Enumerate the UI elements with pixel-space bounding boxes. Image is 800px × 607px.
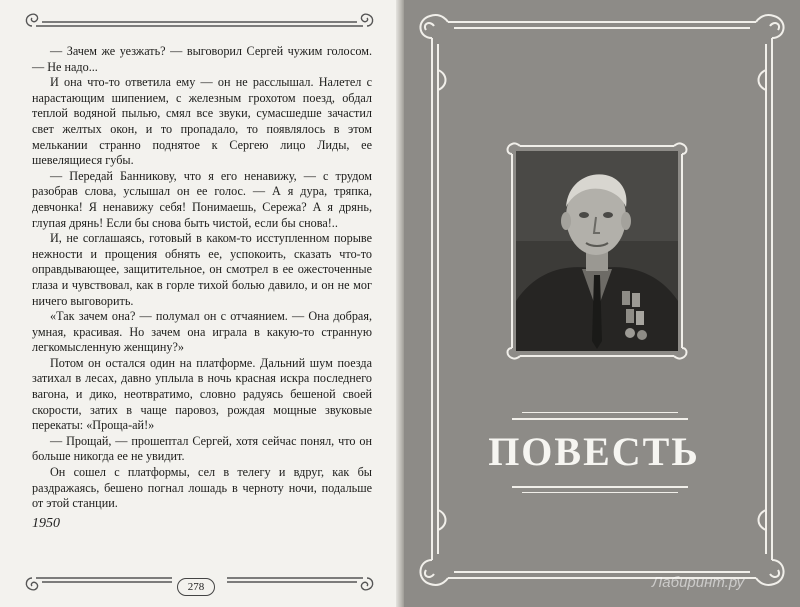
paragraph: Потом он остался один на платформе. Дальний шум поезда затихал в лесах, давно уплыла в ночь красная искра последнего вагона, и дико, неотвратимо, словно радуясь бешеной своей скорости, затих в чаще паровоз, рождая мощные звуковые перекаты: «Проща-ай!» — [32, 355, 372, 433]
title-rule-top-2 — [522, 412, 678, 413]
year-date: 1950 — [32, 516, 60, 531]
portrait-frame — [506, 140, 688, 362]
title-rule-bottom — [512, 486, 688, 488]
paragraph: «Так зачем она? — полумал он с отчаянием. — Она добрая, умная, красивая. Но зачем она играла в какую-то странную легкомысленную женщину?» — [32, 309, 372, 355]
page-number: 278 — [177, 578, 215, 596]
paragraph: И она что-то ответила ему — он не расслышал. Налетел с нарастающим шипением, с железным грохотом поезд, обдал теплой водяной пылью, смял все звуки, сумасшедше зачастил свет желтых окон, и то пропадало, то появлялось в этом мелькании странно поднятое к Сергею лицо Лиды, ее шевелящиеся губы. — [32, 75, 372, 168]
paragraph: — Прощай, — прошептал Сергей, хотя сейчас понял, что он больше никогда ее не увидит. — [32, 433, 372, 464]
story-text — [32, 44, 372, 512]
top-ornament — [22, 8, 377, 34]
paragraph: — Зачем же уезжать? — выговорил Сергей чужим голосом. — Не надо... — [32, 44, 372, 74]
paragraph: И, не соглашаясь, готовый в каком-то исступленном порыве нежности и прощения обнять ее, успокоить, сказать что-то оправдывающее, защитительное, он смотрел в ее ожесточенные глаза и чувствовал, как в горле тихой болью давило, и он не мог ничего выговорить. — [32, 231, 372, 308]
man-portrait-icon — [516, 151, 678, 351]
portrait-photo — [516, 151, 678, 351]
title-rule-top — [512, 418, 688, 420]
section-title: ПОВЕСТЬ — [488, 429, 700, 474]
paragraph: — Передай Банникову, что я его ненавижу, — с трудом разобрав слова, услышал он ее голос. — А я дура, тряпка, девчонка! Я ненавижу себя! Понимаешь, Сережа? А я дрянь, глупая дрянь! Если бы снова быть чистой, если бы снова!.. — [32, 168, 372, 230]
title-rule-bottom-2 — [522, 492, 678, 493]
watermark-logo: Лабиринт.ру — [652, 574, 745, 591]
paragraph: Он сошел с платформы, сел в телегу и вдруг, как бы раздражаясь, бешено погнал лошадь в черноту ночи, подальше от этой станции. — [32, 465, 372, 511]
